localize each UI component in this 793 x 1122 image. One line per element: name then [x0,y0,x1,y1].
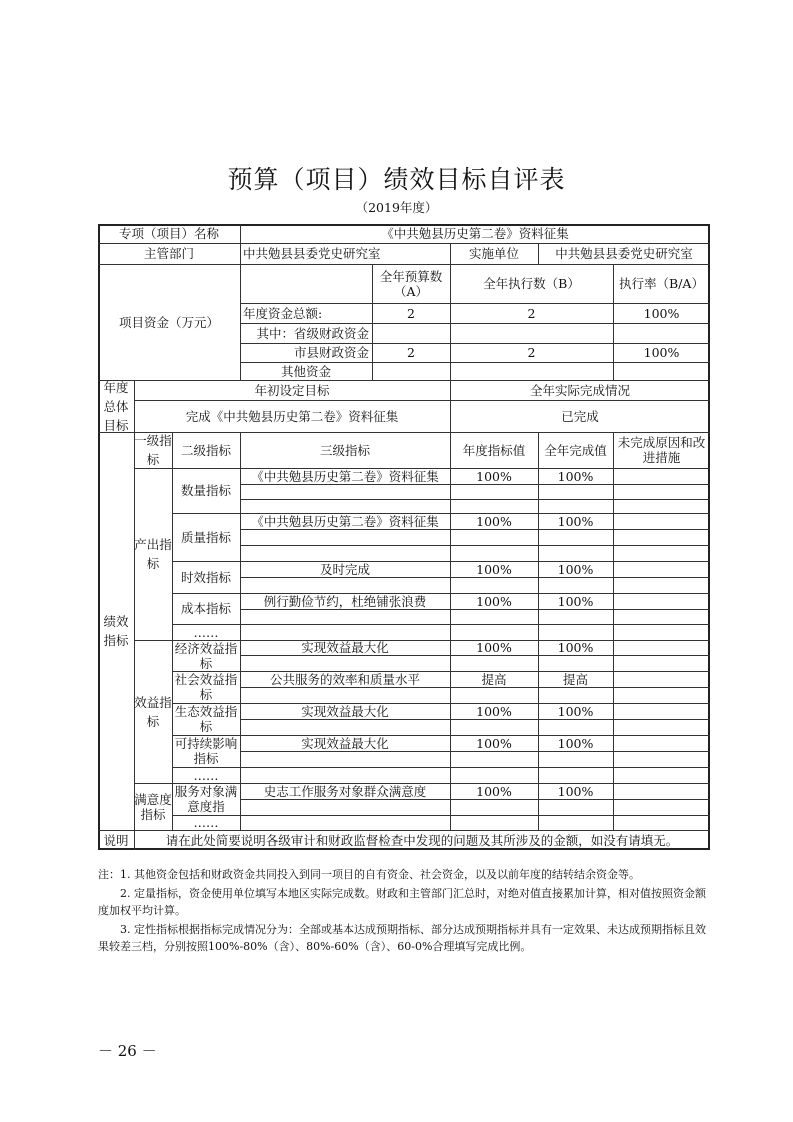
ecological-benefit-name: 实现效益最大化 [301,703,389,719]
dept-label: 主管部门 [143,246,194,261]
remarks-text: 请在此处简要说明各级审计和财政监督检查中发现的问题及其所涉及的金额，如没有请填无。 [165,832,679,848]
page-subtitle: （2019年度） [355,200,438,215]
ecological-benefit-label: 生态效益指标 [174,704,238,734]
grid-line [450,432,451,830]
funds-row-label: 市县财政资金 [293,345,369,360]
quality-item-name: 《中共勉县历史第二卷》资料征集 [251,513,439,529]
cost-item-target: 100% [476,593,512,609]
funds-row-exec [450,323,613,343]
satisfaction-indicators-label: 满意度指标 [134,791,172,822]
grid-line [613,432,614,830]
service-satisfaction-actual: 100% [557,783,594,799]
sustainable-benefit-label: 可持续影响指标 [174,736,238,766]
funds-row-label: 其中：省级财政资金 [256,325,369,341]
output-indicators-label: 产出指标 [134,537,172,571]
funds-row-rate [613,323,710,343]
note-3: 3. 定性指标根据指标完成情况分为：全部或基本达成预期指标、部分达成预期指标并具有一定效果、未达成预期指标且效果较差三档，分别按照100%-80%（含）、80%-60%（含）、60-0%合理填写完成比例。 [98,923,706,953]
grid-line [240,799,710,800]
quantity-indicator-label: 数量指标 [180,483,231,498]
service-satisfaction-target: 100% [476,783,512,799]
social-benefit-target: 提高 [481,671,507,687]
sustainable-benefit-actual: 100% [557,735,594,751]
social-benefit-name: 公共服务的效率和质量水平 [269,671,420,687]
funds-row-budget: 2 [407,305,415,321]
evaluation-table [98,224,710,850]
grid-line [240,609,710,610]
funds-row-exec [450,362,613,380]
cost-indicator-label: 成本指标 [180,601,231,616]
target-value-header: 年度指标值 [462,442,526,458]
footnotes [98,866,713,957]
social-benefit-actual: 提高 [562,671,588,687]
reason-header: 未完成原因和改进措施 [617,435,706,465]
performance-indicators-label: 绩效指标 [103,614,129,648]
quantity-item-target: 100% [476,468,512,484]
page-number: － 26 － [98,1042,157,1060]
dept-value: 中共勉县县委党史研究室 [243,246,381,261]
funds-row-budget [372,362,450,380]
timeliness-item-target: 100% [476,561,512,577]
target-value: 完成《中共勉县历史第二卷》资料征集 [185,408,399,424]
funds-row-rate: 100% [643,305,680,321]
remarks-label: 说明 [103,832,129,848]
sustainable-benefit-target: 100% [476,735,512,751]
col-budget-header: 全年预算数（A） [379,268,443,299]
col-exec-header: 全年执行数（B） [483,276,580,291]
target-header: 年初设定目标 [254,382,330,398]
grid-line [240,432,241,830]
sustainable-benefit-name: 实现效益最大化 [301,735,389,751]
quality-indicator-label: 质量指标 [180,529,231,545]
benefit-etc: …… [193,767,219,783]
project-name-value: 《中共勉县历史第二卷》资料征集 [381,226,569,241]
actual-value-header: 全年完成值 [544,442,607,458]
economic-benefit-actual: 100% [557,640,594,655]
grid-line [240,545,710,546]
grid-line [172,624,710,625]
funds-row-rate: 100% [643,345,680,360]
service-satisfaction-label: 服务对象满意度指 [174,784,238,814]
economic-benefit-target: 100% [476,640,512,655]
grid-line [240,687,710,688]
timeliness-item-actual: 100% [557,561,594,577]
funds-row-rate [613,362,710,380]
impl-value: 中共勉县县委党史研究室 [555,246,693,261]
grid-line [240,484,710,485]
grid-line [172,767,710,768]
ecological-benefit-target: 100% [476,703,512,719]
funds-row-exec: 2 [527,305,536,321]
quantity-item-actual: 100% [557,468,594,484]
cost-item-name: 例行勤俭节约，杜绝铺张浪费 [263,593,427,609]
economic-benefit-label: 经济效益指标 [174,640,238,671]
funds-row-label: 年度资金总额: [243,305,323,321]
grid-line [240,499,710,500]
service-satisfaction-name: 史志工作服务对象群众满意度 [263,783,427,799]
timeliness-indicator-label: 时效指标 [180,569,231,585]
funds-row-budget: 2 [407,345,415,360]
project-name-label: 专项（项目）名称 [118,226,219,241]
timeliness-item-name: 及时完成 [319,561,370,577]
funds-row-exec: 2 [527,345,536,360]
actual-value: 已完成 [561,408,599,424]
funds-label: 项目资金（万元） [118,314,219,330]
col-rate-header: 执行率（B/A） [619,276,704,291]
quality-item-actual: 100% [557,513,594,529]
impl-label: 实施单位 [468,246,519,261]
quality-item-target: 100% [476,513,512,529]
page-title: 预算（项目）绩效目标自评表 [227,165,566,194]
grid-line [538,432,539,830]
grid-line [240,529,710,530]
grid-line [240,577,710,578]
economic-benefit-name: 实现效益最大化 [301,640,389,655]
ecological-benefit-actual: 100% [557,703,594,719]
actual-header: 全年实际完成情况 [529,382,630,398]
grid-line [240,655,710,656]
satisfaction-etc: …… [193,815,219,830]
output-etc: …… [193,624,219,640]
overall-goal-label: 年度总体目标 [103,380,129,432]
note-2: 2. 定量指标，资金使用单位填写本地区实际完成数。财政和主管部门汇总时，对绝对值直接累加计算，相对值按照资金额度加权平均计算。 [98,887,706,917]
level1-header: 一级指标 [134,433,172,467]
note-1: 注：1. 其他资金包括和财政资金共同投入到同一项目的自有资金、社会资金，以及以前年度的结转结余资金等。 [98,868,640,881]
social-benefit-label: 社会效益指标 [174,672,238,702]
level3-header: 三级指标 [319,442,370,458]
grid-line [172,815,710,816]
cost-item-actual: 100% [557,593,594,609]
level2-header: 二级指标 [180,442,231,458]
grid-line [240,719,710,720]
quantity-item-name: 《中共勉县历史第二卷》资料征集 [251,468,439,484]
benefit-indicators-label: 效益指标 [134,694,172,729]
funds-row-budget [372,323,450,343]
funds-row-label: 其他资金 [280,363,331,379]
grid-line [240,751,710,752]
